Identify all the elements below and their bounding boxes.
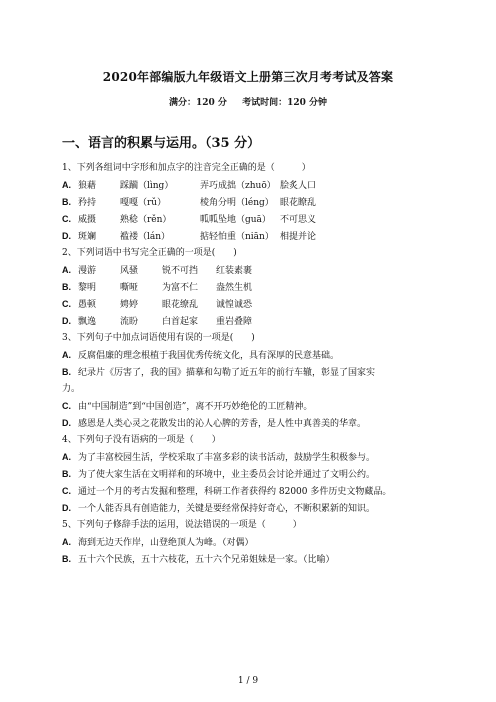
- question-1-option-c: [62, 211, 442, 228]
- question-3-option-b: [62, 364, 442, 381]
- option-cell: 嘎嘎（rǔ）: [120, 198, 167, 208]
- option-cell: 眼花缭乱: [162, 300, 199, 310]
- page-number: 1 / 9: [237, 676, 259, 686]
- question-1-option-d: [62, 228, 442, 245]
- question-2-option-c: [62, 296, 442, 313]
- option-cell: 狼藉: [78, 181, 97, 191]
- option-letter: B.: [62, 197, 71, 207]
- option-text: 为了丰富校园生活，学校采取了丰富多彩的读书活动，鼓励学生积极参与。: [78, 453, 376, 463]
- option-cell: 熟稔（rěn）: [120, 215, 172, 225]
- option-text: 纪录片《厉害了，我的国》描摹和勾勒了近五年的前行车辙，彰显了国家实: [78, 368, 376, 378]
- full-score: 满分：120 分: [169, 98, 227, 108]
- option-cell: 相提并论: [280, 232, 317, 242]
- option-letter: C.: [62, 299, 71, 309]
- option-cell: 棱角分明（léng）: [200, 198, 274, 208]
- question-2-option-a: [62, 262, 442, 279]
- option-letter: B.: [62, 282, 71, 292]
- option-cell: 红装素裹: [216, 266, 253, 276]
- option-cell: 娉婷: [120, 300, 139, 310]
- option-letter: A.: [62, 452, 71, 462]
- option-cell: 嘶哑: [120, 283, 139, 293]
- option-cell: 白首起家: [162, 317, 199, 327]
- question-4-stem: 4、下列句子没有语病的一项是（ ）: [62, 435, 221, 445]
- question-5-option-a: [62, 534, 442, 551]
- option-cell: 漫游: [78, 266, 97, 276]
- question-3-option-d: [62, 415, 442, 432]
- option-cell: 流盼: [120, 317, 139, 327]
- question-2-option-d: [62, 313, 442, 330]
- option-cell: 褴褛（lán）: [120, 232, 171, 242]
- option-text: 一个人能否具有创造能力，关键是要经常保持好奇心，不断积累新的知识。: [78, 504, 376, 514]
- option-cell: 威摄: [78, 215, 97, 225]
- question-1-stem: 1、下列各组词中字形和加点字的注音完全正确的是（ ）: [62, 163, 311, 173]
- option-text: 通过一个月的考古发掘和整理，科研工作者获得约 82000 多件历史文物藏品。: [78, 487, 392, 497]
- option-text: 海到无边天作岸，山登绝顶人为峰。（对偶）: [78, 538, 254, 548]
- option-letter: D.: [62, 503, 71, 513]
- option-letter: A.: [62, 350, 71, 360]
- option-cell: 黎明: [78, 283, 97, 293]
- option-text: 为了使大家生活在文明祥和的环境中，业主委员会讨论并通过了文明公约。: [78, 470, 376, 480]
- option-letter: D.: [62, 418, 71, 428]
- question-3-stem: 3、下列句子中加点词语使用有误的一项是( ): [62, 333, 255, 343]
- option-letter: B.: [62, 469, 71, 479]
- option-cell: 弄巧成拙（zhuō）: [200, 181, 276, 191]
- question-2-stem: 2、下列词语中书写完全正确的一项是( ): [62, 248, 237, 258]
- option-text: 力。: [62, 384, 81, 394]
- section-heading: 一、语言的积累与运用。（35 分）: [62, 136, 261, 151]
- option-text: 感恩是人类心灵之花散发出的沁人心脾的芳香，是人性中真善美的华章。: [78, 419, 367, 429]
- option-letter: A.: [62, 537, 71, 547]
- option-text: 由“中国制造”到“中国创造”，离不开巧妙绝伦的工匠精神。: [78, 402, 313, 412]
- question-2-option-b: [62, 279, 442, 296]
- option-cell: 锐不可挡: [162, 266, 199, 276]
- option-cell: 眼花瞭乱: [280, 198, 317, 208]
- question-5-option-b: [62, 551, 442, 568]
- question-5-stem: 5、下列句子修辞手法的运用，说法错误的一项是（ ）: [62, 520, 302, 530]
- option-cell: 掂轻怕重（niān）: [200, 232, 274, 242]
- question-3-option-b-continued: [62, 381, 442, 398]
- option-letter: D.: [62, 231, 71, 241]
- option-cell: 不可思义: [280, 215, 317, 225]
- question-4-option-d: [62, 500, 442, 517]
- option-text: 五十六个民族，五十六枝花，五十六个兄弟姐妹是一家。（比喻）: [78, 555, 335, 565]
- option-cell: 风骚: [120, 266, 139, 276]
- option-cell: 矜持: [78, 198, 97, 208]
- option-letter: C.: [62, 214, 71, 224]
- exam-time: 考试时间：120 分钟: [242, 98, 327, 108]
- option-cell: 为富不仁: [162, 283, 199, 293]
- option-cell: 踩躏（lìng）: [120, 181, 174, 191]
- option-cell: 斑斓: [78, 232, 97, 242]
- option-cell: 重岩叠障: [216, 317, 253, 327]
- option-letter: A.: [62, 265, 71, 275]
- question-1-option-a: [62, 177, 442, 194]
- option-letter: B.: [62, 367, 71, 377]
- question-3-option-a: [62, 347, 442, 364]
- option-letter: A.: [62, 180, 71, 190]
- option-cell: 飘逸: [78, 317, 97, 327]
- question-list: [62, 160, 442, 568]
- question-1-option-b: [62, 194, 442, 211]
- option-cell: 诚惶诚恐: [216, 300, 253, 310]
- question-4-option-c: [62, 483, 442, 500]
- option-letter: D.: [62, 316, 71, 326]
- exam-info: [0, 95, 496, 108]
- question-3-option-c: [62, 398, 442, 415]
- document-title: 2020年部编版九年级语文上册第三次月考考试及答案: [102, 70, 394, 84]
- question-4-option-a: [62, 449, 442, 466]
- question-4-option-b: [62, 466, 442, 483]
- option-letter: B.: [62, 554, 71, 564]
- option-text: 反腐倡廉的理念根植于我国优秀传统文化，具有深厚的民意基础。: [78, 351, 340, 361]
- option-letter: C.: [62, 486, 71, 496]
- option-cell: 呱呱坠地（guā）: [200, 215, 271, 225]
- option-cell: 愚顿: [78, 300, 97, 310]
- option-cell: 盎然生机: [216, 283, 253, 293]
- option-letter: C.: [62, 401, 71, 411]
- option-cell: 脍炙人口: [280, 181, 317, 191]
